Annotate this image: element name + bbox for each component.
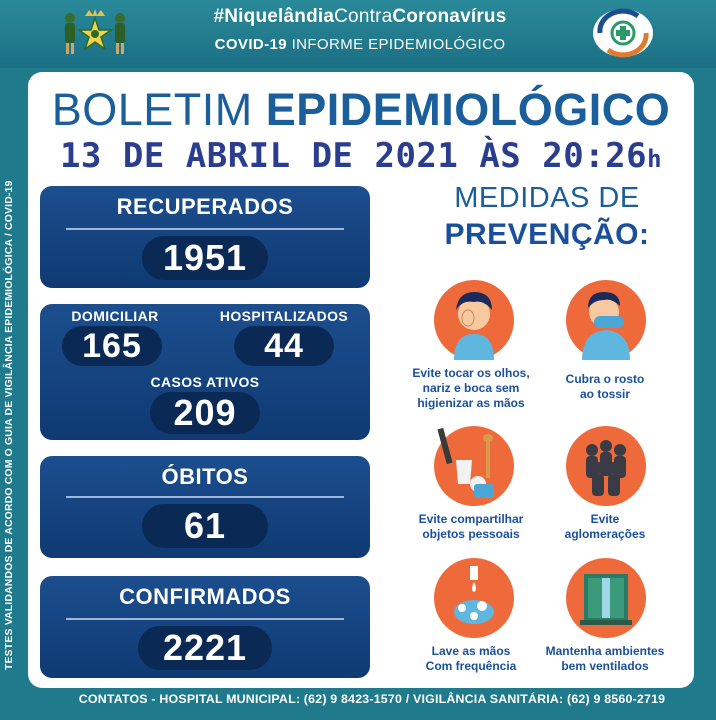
city-emblem-icon xyxy=(58,8,132,56)
tip-cover-cough: Cubra o rosto ao tossir xyxy=(565,372,645,401)
tip-avoid-crowds: Evite aglomerações xyxy=(564,512,646,541)
hospitalized-label: HOSPITALIZADOS xyxy=(219,308,349,324)
deaths-value: 61 xyxy=(142,504,268,548)
wash-hands-icon xyxy=(432,556,516,640)
divider xyxy=(66,618,344,620)
active-cases-value: 209 xyxy=(150,392,260,434)
face-touch-icon xyxy=(432,278,516,362)
recovered-card xyxy=(40,186,370,288)
cough-elbow-icon xyxy=(564,278,648,362)
deaths-card xyxy=(40,456,370,558)
recovered-label: RECUPERADOS xyxy=(116,194,294,219)
tip-face-touch: Evite tocar os olhos, nariz e boca sem higienizar as mãos xyxy=(412,366,530,410)
home-care-value: 165 xyxy=(62,326,162,366)
recovered-value: 1951 xyxy=(142,236,268,280)
active-cases-label: CASOS ATIVOS xyxy=(150,374,260,390)
health-logo-icon xyxy=(588,6,658,60)
deaths-label: ÓBITOS xyxy=(161,464,249,489)
side-disclaimer: TESTES VALIDANDOS DE ACORDO COM O GUIA DE VIGILÂNCIA EPIDEMIOLÓGICA / COVID-19 xyxy=(4,180,15,670)
prevention-title-line2: PREVENÇÃO: xyxy=(444,218,650,251)
tip-ventilate: Mantenha ambientes bem ventilados xyxy=(545,644,665,673)
confirmed-card xyxy=(40,576,370,678)
open-window-icon xyxy=(564,556,648,640)
tip-personal-objects: Evite compartilhar objetos pessoais xyxy=(418,512,524,541)
report-date: 13 DE ABRIL DE 2021 ÀS 20:26h xyxy=(59,136,663,176)
footer-contacts: CONTATOS - HOSPITAL MUNICIPAL: (62) 9 8423-1570 / VIGILÂNCIA SANITÁRIA: (62) 9 8560-2719 xyxy=(78,692,666,706)
campaign-hashtag: #NiquelândiaContraCoronavírus xyxy=(213,6,507,27)
divider xyxy=(66,496,344,498)
prevention-title-line1: MEDIDAS DE xyxy=(454,182,640,214)
header-subtitle: COVID-19 INFORME EPIDEMIOLÓGICO xyxy=(214,36,506,53)
crowd-icon xyxy=(564,424,648,508)
active-cases-card xyxy=(40,304,370,440)
home-care-label: DOMICILIAR xyxy=(71,308,159,324)
page-title: BOLETIM EPIDEMIOLÓGICO xyxy=(51,84,671,135)
confirmed-value: 2221 xyxy=(138,626,272,670)
tip-wash-hands: Lave as mãos Com frequência xyxy=(425,644,517,673)
personal-objects-icon xyxy=(432,424,516,508)
divider xyxy=(66,228,344,230)
header-bar xyxy=(0,0,716,68)
hospitalized-value: 44 xyxy=(234,326,334,366)
confirmed-label: CONFIRMADOS xyxy=(119,584,291,609)
